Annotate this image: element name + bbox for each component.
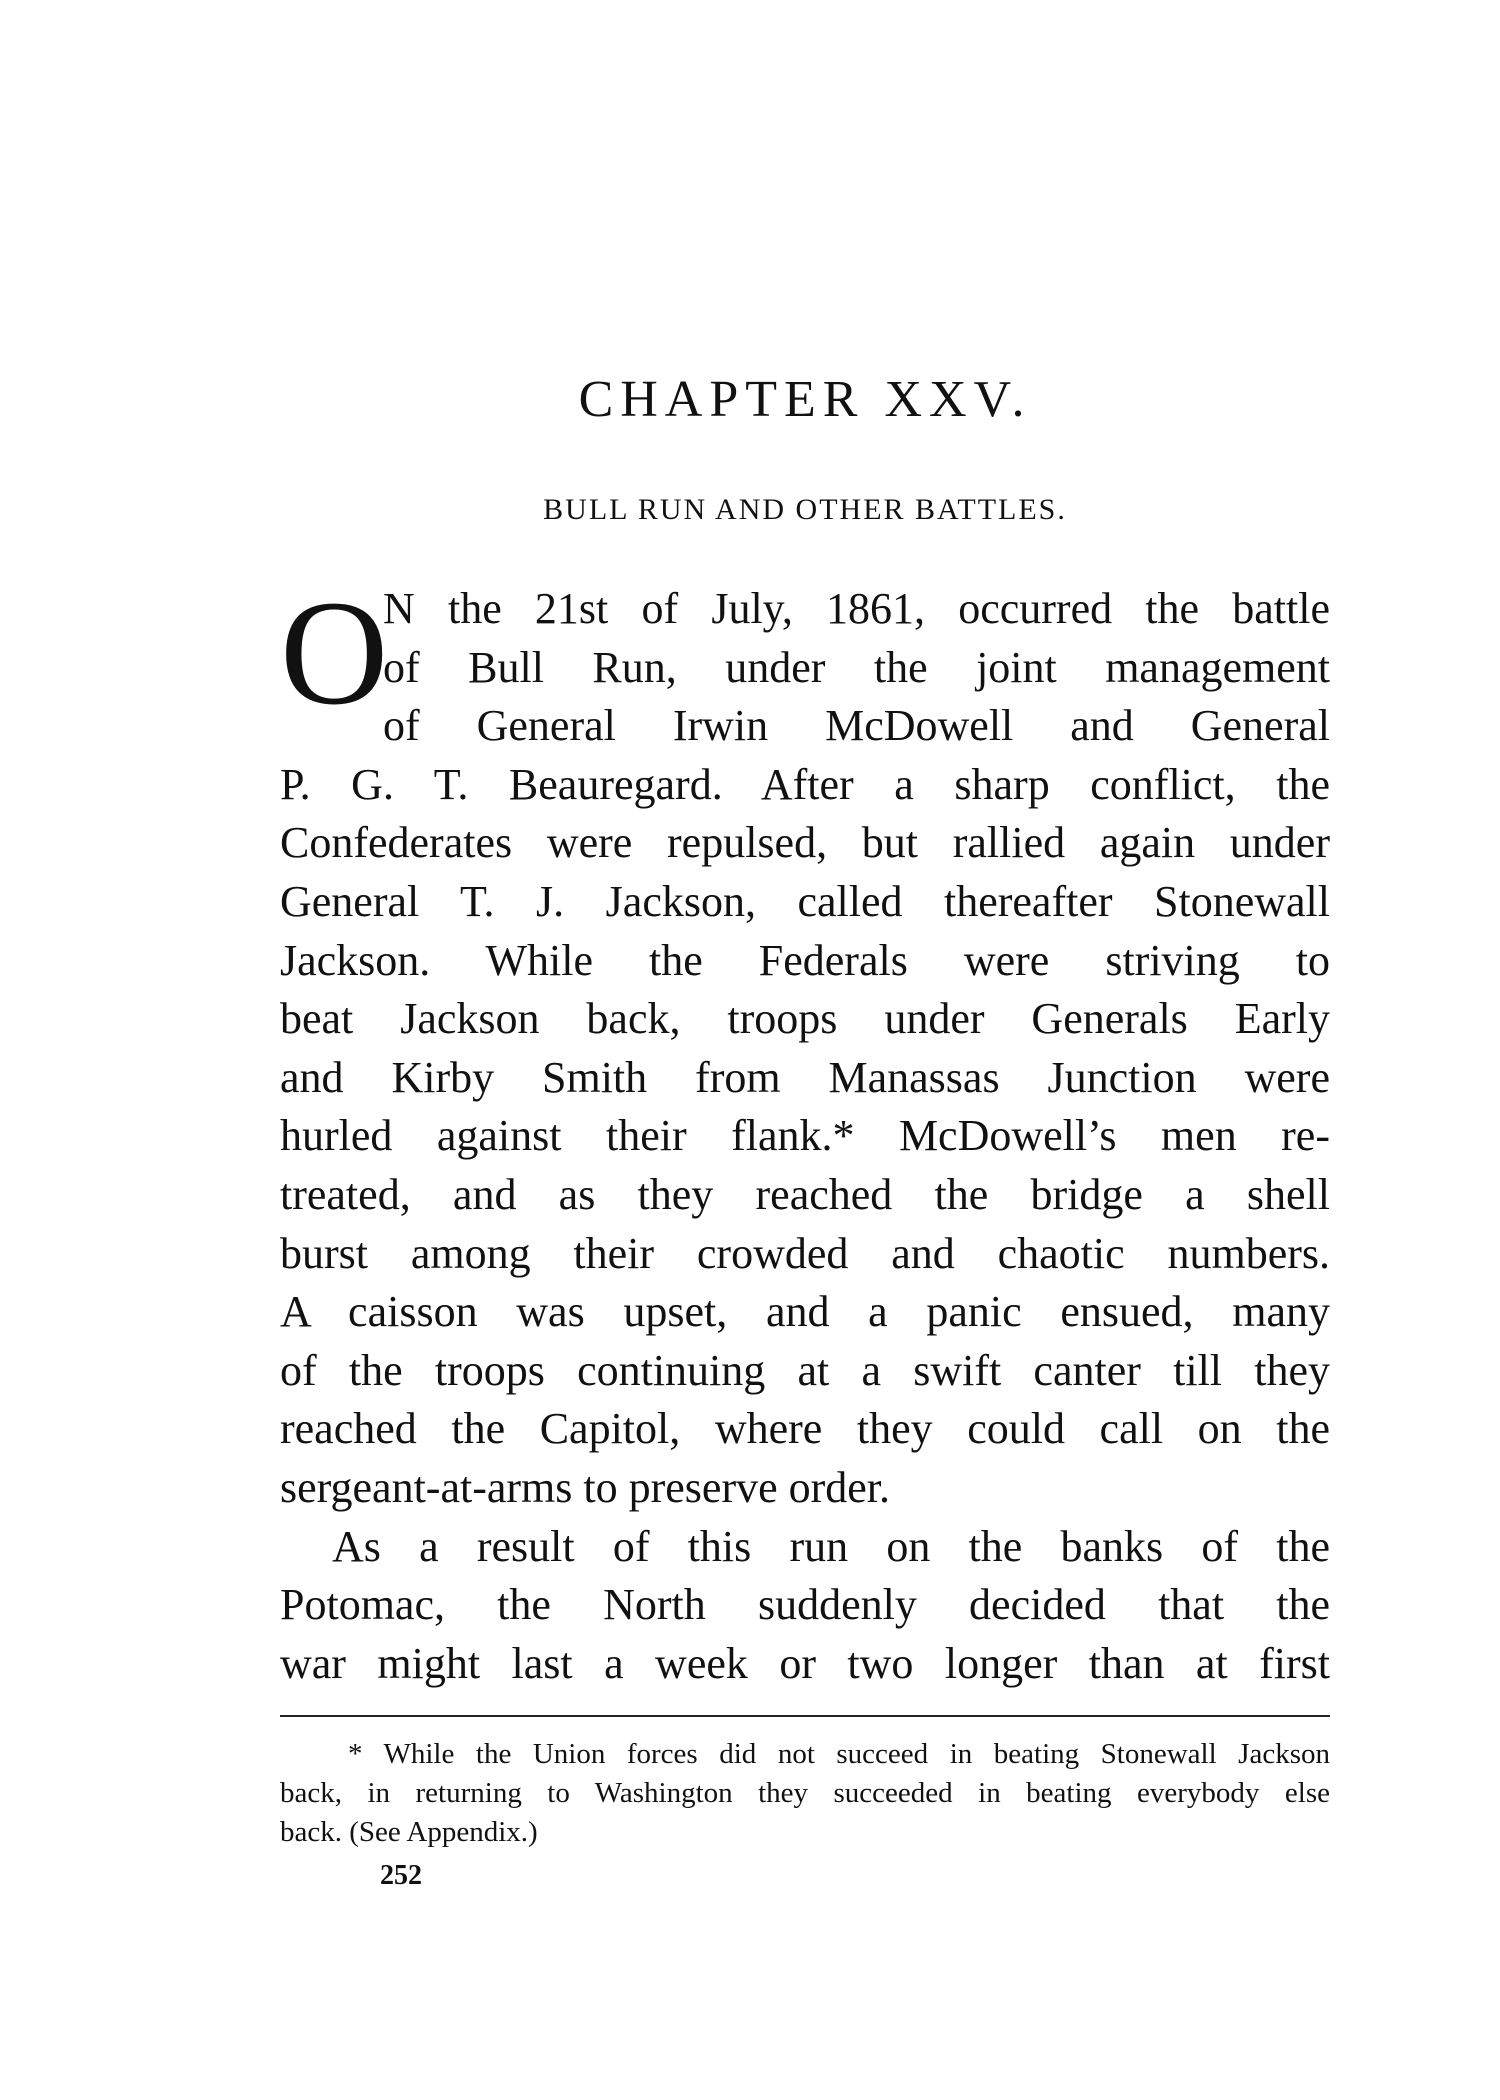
body-line: General T. J. Jackson, called thereafter Stonewall [280, 876, 1330, 926]
chapter-subtitle: BULL RUN AND OTHER BATTLES. [543, 493, 1067, 526]
body-line: of General Irwin McDowell and General [383, 701, 1330, 751]
body-line: beat Jackson back, troops under Generals Early [280, 994, 1330, 1044]
body-line: P. G. T. Beauregard. After a sharp conflict, the [280, 759, 1330, 809]
body-line: reached the Capitol, where they could call on the [280, 1404, 1330, 1454]
body-line: treated, and as they reached the bridge a shell [280, 1169, 1330, 1219]
body-line: sergeant-at-arms to preserve order. [280, 1462, 891, 1512]
page-number: 252 [380, 1860, 422, 1891]
body-line: A caisson was upset, and a panic ensued, many [280, 1287, 1330, 1337]
body-text [280, 570, 1330, 1693]
footnote [280, 1735, 1330, 1852]
footnote-line: * While the Union forces did not succeed in beating Stonewall Jackson [348, 1738, 1330, 1770]
body-line: of the troops continuing at a swift canter till they [280, 1345, 1330, 1395]
body-line: As a result of this run on the banks of the [332, 1521, 1330, 1571]
drop-cap: O [280, 570, 389, 736]
footnote-line: back. (See Appendix.) [280, 1816, 538, 1848]
body-line: of Bull Run, under the joint management [383, 642, 1330, 692]
body-line: hurled against their flank.* McDowell’s men re- [280, 1111, 1330, 1161]
body-line: burst among their crowded and chaotic numbers. [280, 1228, 1330, 1278]
body-line: Potomac, the North suddenly decided that the [280, 1580, 1330, 1630]
body-line: Confederates were repulsed, but rallied again under [280, 818, 1330, 868]
body-line: war might last a week or two longer than at first [280, 1638, 1330, 1688]
body-line: and Kirby Smith from Manassas Junction were [280, 1052, 1330, 1102]
footnote-rule [280, 1715, 1330, 1717]
footnote-line: back, in returning to Washington they succeeded in beating everybody else [280, 1777, 1330, 1809]
chapter-title: CHAPTER XXV. [578, 371, 1032, 428]
body-line: Jackson. While the Federals were striving to [280, 935, 1330, 985]
body-line: N the 21st of July, 1861, occurred the battle [383, 584, 1330, 633]
